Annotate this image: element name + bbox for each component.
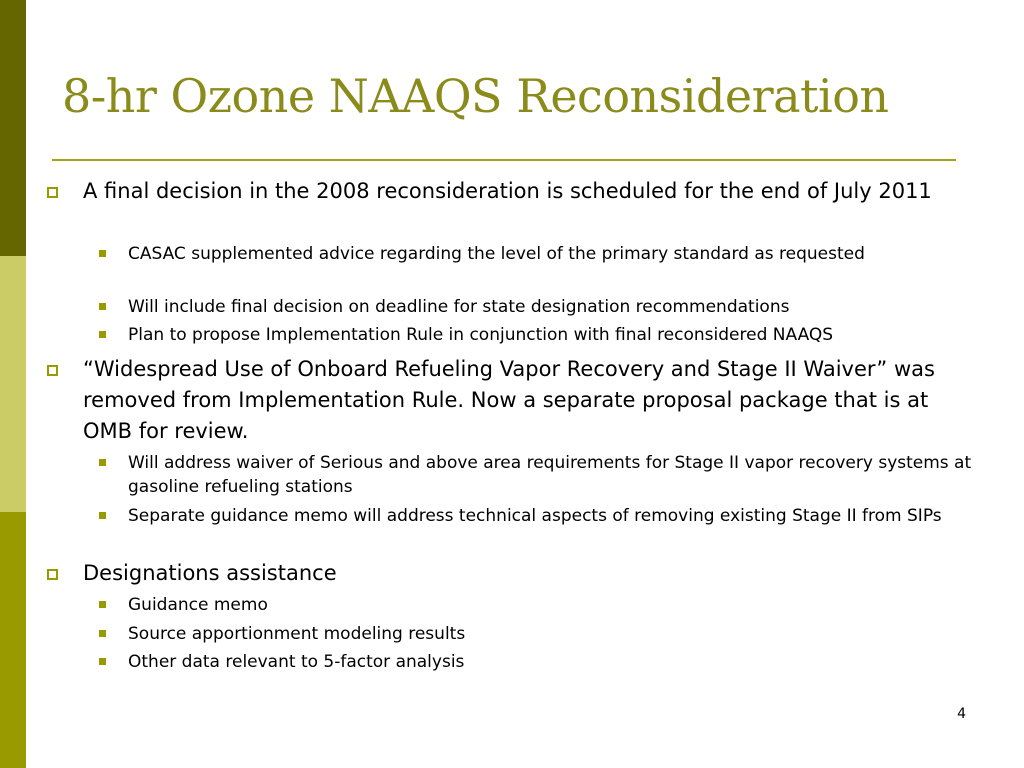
slide-number: 4: [957, 706, 966, 722]
bullet-text: CASAC supplemented advice regarding the level of the primary standard as requested: [128, 244, 865, 264]
bullet-text: Designations assistance: [83, 561, 337, 585]
side-bar-middle: [0, 256, 26, 512]
bullet-text: “Widespread Use of Onboard Refueling Vapor Recovery and Stage II Waiver” was removed from Implementation Rule. Now a separate proposal package that is at OMB for review.: [83, 357, 935, 443]
filled-square-bullet-icon: [99, 512, 106, 519]
side-bar-top: [0, 0, 26, 256]
bullet-level-1: [83, 354, 973, 447]
title-underline: [52, 159, 956, 161]
bullet-level-2: [128, 593, 978, 617]
bullet-text: Source apportionment modeling results: [128, 624, 466, 644]
bullet-level-2: [128, 295, 978, 319]
bullet-text: Separate guidance memo will address technical aspects of removing existing Stage II from SIPs: [128, 506, 942, 526]
bullet-level-2: [128, 504, 978, 528]
bullet-text: Guidance memo: [128, 595, 268, 615]
filled-square-bullet-icon: [99, 658, 106, 665]
hollow-square-bullet-icon: [47, 569, 58, 580]
slide-title: 8-hr Ozone NAAQS Reconsideration: [62, 69, 889, 123]
bullet-text: Other data relevant to 5-factor analysis: [128, 652, 465, 672]
filled-square-bullet-icon: [99, 630, 106, 637]
filled-square-bullet-icon: [99, 250, 106, 257]
filled-square-bullet-icon: [99, 459, 106, 466]
bullet-level-2: [128, 242, 978, 266]
bullet-text: Will address waiver of Serious and above area requirements for Stage II vapor recovery systems at gasoline refueling stations: [128, 453, 972, 497]
bullet-level-1: [83, 558, 973, 589]
filled-square-bullet-icon: [99, 601, 106, 608]
bullet-text: A final decision in the 2008 reconsideration is scheduled for the end of July 2011: [83, 179, 932, 203]
hollow-square-bullet-icon: [47, 365, 58, 376]
side-bar-bottom: [0, 512, 26, 768]
bullet-level-2: [128, 451, 978, 499]
filled-square-bullet-icon: [99, 303, 106, 310]
filled-square-bullet-icon: [99, 331, 106, 338]
bullet-level-2: [128, 323, 978, 347]
bullet-text: Plan to propose Implementation Rule in conjunction with final reconsidered NAAQS: [128, 325, 834, 345]
bullet-level-2: [128, 650, 978, 674]
hollow-square-bullet-icon: [47, 187, 58, 198]
bullet-level-2: [128, 622, 978, 646]
bullet-text: Will include final decision on deadline for state designation recommendations: [128, 297, 790, 317]
bullet-level-1: [83, 176, 973, 207]
